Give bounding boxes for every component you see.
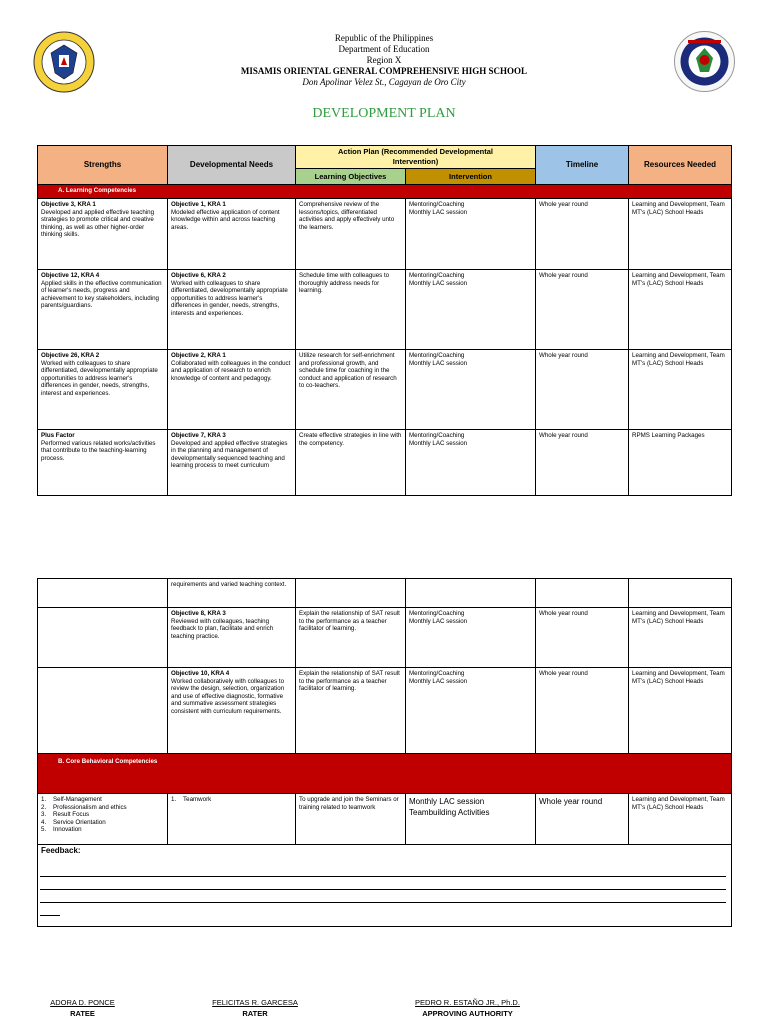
- strength-text: Performed various related works/activities that contribute to the teaching-learning process.: [41, 439, 156, 462]
- resources-header: Resources Needed: [629, 146, 732, 185]
- timeline: Whole year round: [536, 608, 629, 668]
- resources: Learning and Development, Team MT's (LAC) School Heads: [629, 608, 732, 668]
- signature-approving-authority: [390, 998, 545, 1018]
- table-row: [38, 579, 732, 608]
- core-intervention: Monthly LAC session Teambuilding Activities: [406, 794, 536, 845]
- timeline: Whole year round: [536, 668, 629, 754]
- strength-objective: Objective 26, KRA 2: [41, 352, 100, 359]
- signature-role: APPROVING AUTHORITY: [422, 1009, 513, 1018]
- signature-name: FELICITAS R. GARCESA: [212, 998, 298, 1007]
- strengths-header: Strengths: [38, 146, 168, 185]
- header-department: Department of Education: [338, 44, 430, 54]
- need-text: Worked collaboratively with colleagues to review the design, selection, organization and use of effective diagnostic, formative and summative assessment strategies consistent with curriculum requirements.: [171, 677, 285, 715]
- need-text: Reviewed with colleagues, teaching feedback to plan, facilitate and enrich teaching practice.: [171, 617, 274, 640]
- need-objective: Objective 1, KRA 1: [171, 201, 226, 208]
- resources: Learning and Development, Team MT's (LAC) School Heads: [629, 199, 732, 270]
- intervention: Mentoring/Coaching Monthly LAC session: [406, 199, 536, 270]
- learning-objective: Comprehensive review of the lessons/topics, differentiated activities and apply effectively unto the learners.: [296, 199, 406, 270]
- strength-text: Developed and applied effective teaching strategies to promote critical and creative thinking, as well as other higher-order thinking skills.: [41, 208, 155, 239]
- need-objective: Objective 10, KRA 4: [171, 670, 230, 677]
- action-plan-header: Action Plan (Recommended Developmental Intervention): [296, 146, 536, 169]
- learning-objective: Utilize research for self-enrichment and professional growth, and schedule time for coaching in the conduct and application of research to co-teachers.: [296, 350, 406, 430]
- strength-objective: Objective 12, KRA 4: [41, 272, 100, 279]
- table-row: [38, 199, 732, 270]
- need-text: Developed and applied effective strategies in the planning and management of developmentally sequenced teaching and learning process to meet curriculum: [171, 439, 288, 470]
- core-strength-item: Result Focus: [53, 811, 90, 819]
- need-objective: Objective 7, KRA 3: [171, 432, 226, 439]
- objectives-header: Learning Objectives: [296, 169, 406, 185]
- strength-text: Applied skills in the effective communication of learner's needs, progress and achievement to key stakeholders, including parents/guardians.: [41, 279, 162, 310]
- learning-objective: Explain the relationship of SAT result to the performance as a teacher facilitator of learning.: [296, 608, 406, 668]
- need-text: Collaborated with colleagues in the conduct and application of research to enrich knowledge of content and pedagogy.: [171, 359, 291, 382]
- timeline: Whole year round: [536, 199, 629, 270]
- timeline: Whole year round: [536, 350, 629, 430]
- resources: Learning and Development, Team MT's (LAC) School Heads: [629, 350, 732, 430]
- table-row: [38, 668, 732, 754]
- learning-objective: Explain the relationship of SAT result to the performance as a teacher facilitator of learning.: [296, 668, 406, 754]
- table-row: [38, 270, 732, 350]
- feedback-line: [40, 876, 726, 877]
- core-need: Teamwork: [183, 796, 212, 803]
- strength-text: Worked with colleagues to share differentiated, developmentally appropriate opportunities to address learner's differences in gender, needs, strengths, interest and experiences.: [41, 359, 158, 397]
- signature-rater: [195, 998, 315, 1018]
- table-row: [38, 430, 732, 496]
- header-region: Region X: [366, 55, 402, 65]
- resources: Learning and Development, Team MT's (LAC) School Heads: [629, 668, 732, 754]
- timeline: Whole year round: [536, 430, 629, 496]
- learning-objective: Schedule time with colleagues to thoroughly address needs for learning.: [296, 270, 406, 350]
- section-learning-competencies: A. Learning Competencies: [38, 185, 732, 199]
- feedback-line: [40, 915, 60, 916]
- core-objective: To upgrade and join the Seminars or training related to teamwork: [296, 794, 406, 845]
- feedback-label: Feedback:: [41, 846, 81, 855]
- timeline-header: Timeline: [536, 146, 629, 185]
- section-core-behavioral-competencies: B. Core Behavioral Competencies: [38, 754, 732, 794]
- feedback-line: [40, 889, 726, 890]
- signature-ratee: [30, 998, 135, 1018]
- learning-objective: Create effective strategies in line with the competency.: [296, 430, 406, 496]
- intervention: Mentoring/Coaching Monthly LAC session: [406, 350, 536, 430]
- core-strength-item: Innovation: [53, 826, 82, 834]
- resources: Learning and Development, Team MT's (LAC) School Heads: [629, 270, 732, 350]
- feedback-line: [40, 902, 726, 903]
- table-row: 1. Self-Management 2. Professionalism and ethics 3. Result Focus 4. Service Orientation 5. Innovation 1. Teamwork To upgrade and join the Seminars or training related to teamwork Monthly LAC session Teambuilding Activities Whole year round Learning and Development, Team MT's (LAC) School Heads: [38, 794, 732, 845]
- intervention-header: Intervention: [406, 169, 536, 185]
- need-text: Worked with colleagues to share differentiated, developmentally appropriate opportunities to address learner's differences in gender, needs, strengths, interests and experiences.: [171, 279, 288, 317]
- timeline: Whole year round: [536, 270, 629, 350]
- intervention: Mentoring/Coaching Monthly LAC session: [406, 608, 536, 668]
- need-text: Modeled effective application of content knowledge within and across teaching areas.: [171, 208, 280, 231]
- core-timeline: Whole year round: [536, 794, 629, 845]
- need-objective: Objective 8, KRA 3: [171, 610, 226, 617]
- core-strength-item: Self-Management: [53, 796, 102, 803]
- header-address: Don Apolinar Velez St., Cagayan de Oro City: [302, 77, 466, 87]
- signature-role: RATEE: [70, 1009, 95, 1018]
- needs-header: Developmental Needs: [168, 146, 296, 185]
- resources: RPMS Learning Packages: [629, 430, 732, 496]
- need-objective: Objective 6, KRA 2: [171, 272, 226, 279]
- need-objective: Objective 2, KRA 1: [171, 352, 226, 359]
- intervention: Mentoring/Coaching Monthly LAC session: [406, 430, 536, 496]
- strength-objective: Plus Factor: [41, 432, 75, 439]
- header-republic: Republic of the Philippines: [334, 33, 434, 43]
- need-text-continued: requirements and varied teaching context.: [168, 579, 296, 608]
- signature-name: ADORA D. PONCE: [50, 998, 115, 1007]
- core-resources: Learning and Development, Team MT's (LAC) School Heads: [629, 794, 732, 845]
- intervention: Mentoring/Coaching Monthly LAC session: [406, 270, 536, 350]
- intervention: Mentoring/Coaching Monthly LAC session: [406, 668, 536, 754]
- core-strengths-list: 1. Self-Management 2. Professionalism and ethics 3. Result Focus 4. Service Orientation 5. Innovation: [38, 794, 168, 845]
- signature-name: PEDRO R. ESTAÑO JR., Ph.D.: [415, 998, 520, 1007]
- table-row: [38, 608, 732, 668]
- page-title: DEVELOPMENT PLAN: [312, 106, 456, 121]
- core-strength-item: Service Orientation: [53, 818, 106, 826]
- signature-role: RATER: [242, 1009, 268, 1018]
- development-plan-table-continued: [37, 578, 732, 927]
- table-row: [38, 350, 732, 430]
- feedback-cell: [38, 845, 732, 927]
- header-school: MISAMIS ORIENTAL GENERAL COMPREHENSIVE HIGH SCHOOL: [240, 66, 528, 76]
- strength-objective: Objective 3, KRA 1: [41, 201, 96, 208]
- core-strength-item: Professionalism and ethics: [53, 803, 127, 811]
- development-plan-table: [37, 145, 732, 496]
